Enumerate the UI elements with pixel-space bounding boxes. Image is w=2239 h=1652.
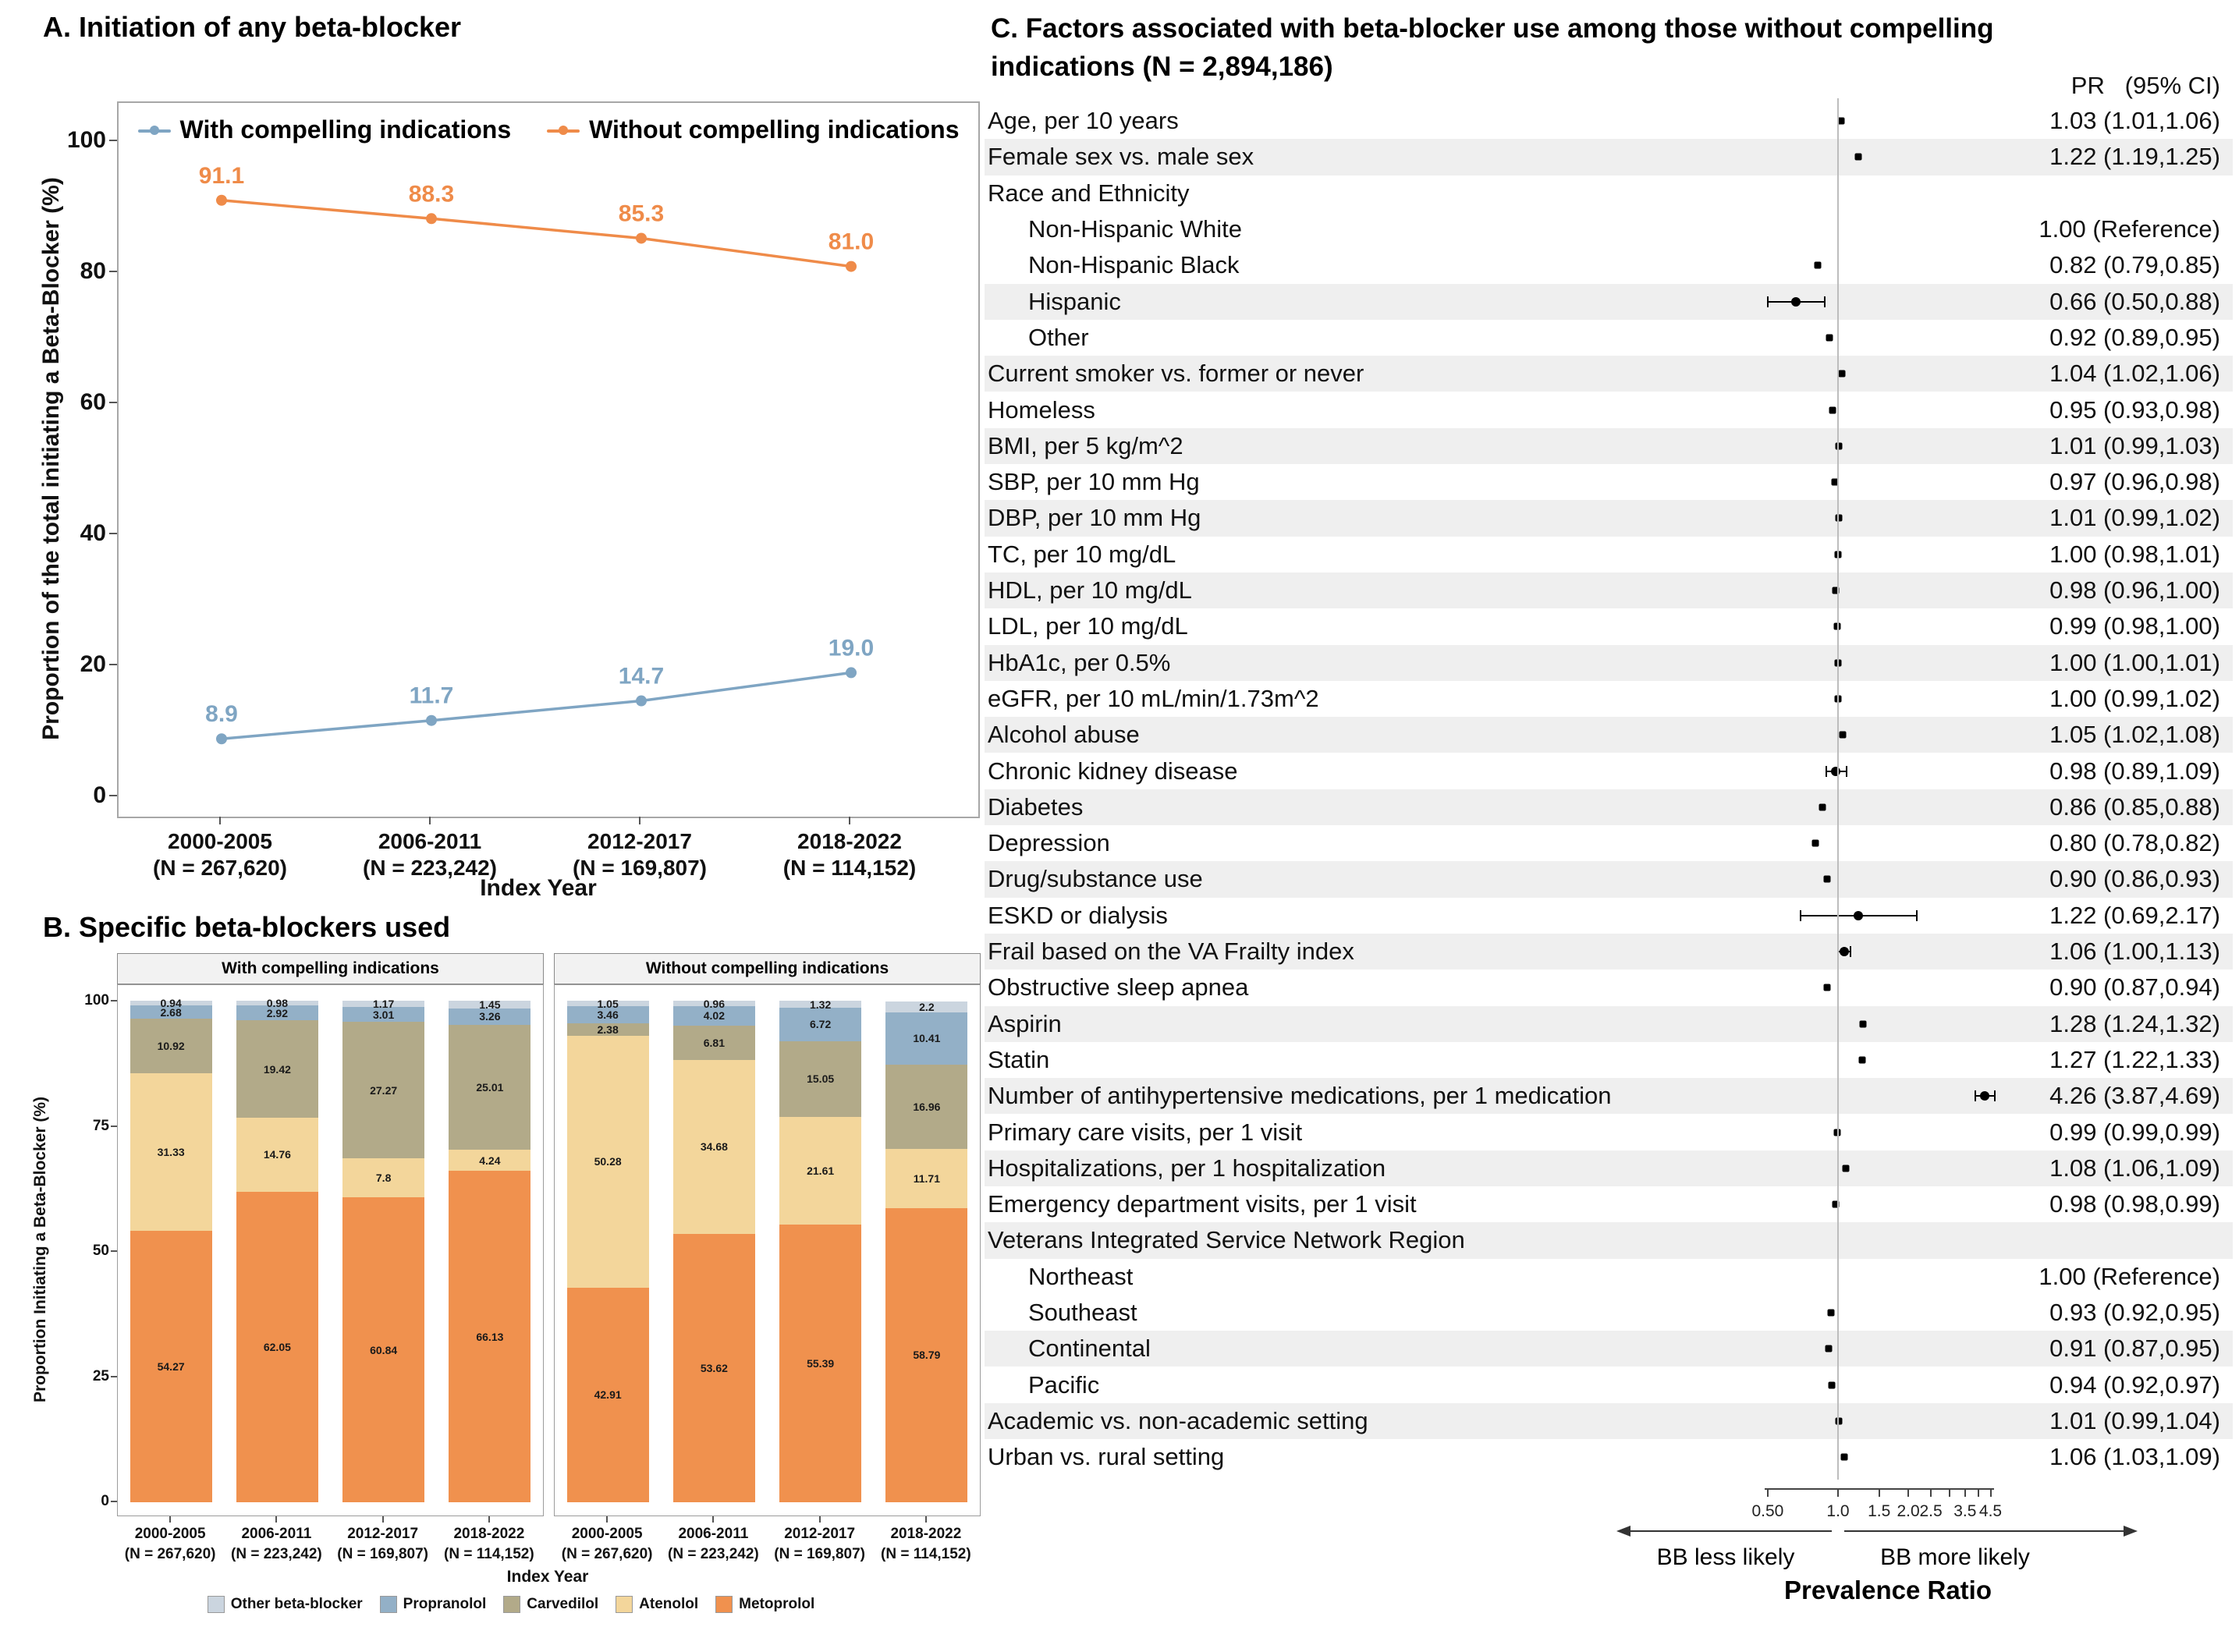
data-point-label: 14.7 xyxy=(618,663,665,690)
panel-b-legend-item xyxy=(715,1596,814,1613)
panel-a-x-tick xyxy=(639,817,640,824)
panel-a-y-tick xyxy=(109,402,117,403)
bar-segment-value: 19.42 xyxy=(263,1062,291,1076)
panel-b-x-tick xyxy=(275,1516,277,1523)
forest-row-label: Hispanic xyxy=(1028,287,1121,315)
panel-b-y-tick xyxy=(111,1126,117,1127)
forest-row-label: BMI, per 5 kg/m^2 xyxy=(988,431,1183,459)
panel-c-title-line1: C. Factors associated with beta-blocker use among those without compelling xyxy=(991,13,1994,44)
data-point xyxy=(216,733,227,744)
bar-segment-value: 10.92 xyxy=(157,1040,185,1053)
panel-c-column-header: PR (95% CI) xyxy=(2070,72,2220,99)
forest-row-estimate-text: 1.22 (1.19,1.25) xyxy=(2049,143,2220,171)
bar-segment-value: 58.79 xyxy=(913,1349,941,1362)
panel-b-x-tick-label: 2018-2022 xyxy=(453,1526,525,1542)
forest-row-band xyxy=(985,645,2233,681)
legend-swatch-metoprolol xyxy=(715,1596,733,1613)
series-line-without-compelling xyxy=(222,200,851,267)
forest-row-estimate-text: 1.04 (1.02,1.06) xyxy=(2049,360,2220,388)
panel-b-facet-plot xyxy=(117,984,544,1516)
forest-point-estimate xyxy=(1840,947,1849,956)
panel-b-x-tick-sublabel: (N = 223,242) xyxy=(231,1546,322,1562)
forest-row-label: Female sex vs. male sex xyxy=(988,143,1254,171)
forest-row-label: Southeast xyxy=(1028,1299,1137,1327)
bar-segment-value: 14.76 xyxy=(263,1148,291,1161)
forest-row-estimate-text: 1.00 (1.00,1.01) xyxy=(2049,648,2220,676)
forest-point-estimate xyxy=(1826,334,1833,341)
forest-row-estimate-text: 1.27 (1.22,1.33) xyxy=(2049,1045,2220,1073)
panel-b-x-tick xyxy=(819,1516,821,1523)
panel-a-x-tick-label: 2006-2011 xyxy=(378,829,482,853)
forest-point-estimate xyxy=(1819,803,1826,810)
forest-axis-tick xyxy=(1930,1490,1932,1497)
forest-ci-cap-left xyxy=(1800,910,1801,921)
forest-axis-tick xyxy=(1767,1490,1769,1497)
panel-b-y-tick-label: 25 xyxy=(92,1367,109,1384)
panel-a-y-tick-label: 40 xyxy=(80,520,106,546)
forest-row-estimate-text: 1.00 (Reference) xyxy=(2039,1262,2220,1290)
panel-b-x-tick-sublabel: (N = 114,152) xyxy=(881,1546,971,1562)
panel-a-x-tick xyxy=(219,817,221,824)
forest-row-estimate-text: 1.22 (0.69,2.17) xyxy=(2049,901,2220,929)
forest-row-estimate-text: 1.03 (1.01,1.06) xyxy=(2049,107,2220,135)
bar-segment-value: 42.91 xyxy=(594,1388,622,1402)
forest-point-estimate xyxy=(1854,154,1861,161)
forest-row-label: Diabetes xyxy=(988,792,1084,821)
data-point-label: 88.3 xyxy=(408,181,455,207)
forest-row-label: Frail based on the VA Frailty index xyxy=(988,938,1354,966)
panel-a-title: A. Initiation of any beta-blocker xyxy=(43,11,462,43)
bar-segment-value: 7.8 xyxy=(375,1172,392,1185)
panel-b-x-tick-sublabel: (N = 267,620) xyxy=(561,1546,653,1562)
forest-point-estimate xyxy=(1831,767,1840,776)
forest-row-label: Non-Hispanic White xyxy=(1028,215,1242,243)
forest-axis-title: Prevalence Ratio xyxy=(1784,1576,1992,1604)
panel-a-x-tick-label: 2012-2017 xyxy=(587,829,692,853)
panel-a-x-tick-sublabel: (N = 169,807) xyxy=(573,856,707,880)
forest-row-label: Emergency department visits, per 1 visit xyxy=(988,1190,1417,1218)
forest-axis-tick-label: 1.5 xyxy=(1868,1502,1891,1520)
forest-row-label: Non-Hispanic Black xyxy=(1028,251,1240,279)
forest-axis-tick-label: 1.0 xyxy=(1826,1502,1850,1520)
forest-row-label: Depression xyxy=(988,829,1110,857)
forest-row-label: HDL, per 10 mg/dL xyxy=(988,576,1192,604)
panel-a-legend-label: With compelling indications xyxy=(179,115,512,144)
forest-point-estimate xyxy=(1791,297,1801,307)
data-point xyxy=(636,232,647,243)
panel-b-legend-label: Carvedilol xyxy=(527,1596,599,1612)
panel-a-x-axis-title: Index Year xyxy=(480,875,597,901)
forest-row-estimate-text: 1.28 (1.24,1.32) xyxy=(2049,1009,2220,1037)
panel-b-legend-label: Atenolol xyxy=(639,1596,699,1612)
forest-row-estimate-text: 0.90 (0.86,0.93) xyxy=(2049,865,2220,893)
bar-segment-value: 2.38 xyxy=(597,1023,619,1037)
forest-axis-tick-label: 3.5 xyxy=(1953,1502,1977,1520)
forest-row-estimate-text: 0.98 (0.96,1.00) xyxy=(2049,576,2220,604)
bar-segment-value: 15.05 xyxy=(807,1072,835,1086)
panel-a-y-tick xyxy=(109,533,117,534)
panel-b-x-tick-sublabel: (N = 169,807) xyxy=(774,1546,865,1562)
forest-row-label: Pacific xyxy=(1028,1370,1100,1399)
panel-b-facet-plot xyxy=(554,984,981,1516)
legend-swatch-carvedilol xyxy=(503,1596,520,1613)
panel-b-y-tick-label: 75 xyxy=(92,1117,109,1134)
panel-a-y-tick xyxy=(109,664,117,665)
bar-segment-value: 10.41 xyxy=(913,1032,941,1045)
bar-segment-value: 21.61 xyxy=(807,1165,835,1178)
panel-a-x-tick-label: 2018-2022 xyxy=(797,829,902,853)
forest-axis-tick xyxy=(1978,1490,1979,1497)
forest-row-estimate-text: 1.00 (0.99,1.02) xyxy=(2049,684,2220,712)
panel-b-legend-label: Other beta-blocker xyxy=(230,1596,363,1612)
panel-b-facet-strip: With compelling indications xyxy=(117,953,544,984)
bar-segment-value: 3.46 xyxy=(597,1009,619,1022)
bar-segment-value: 1.05 xyxy=(597,997,619,1010)
forest-row-estimate-text: 0.99 (0.99,0.99) xyxy=(2049,1118,2220,1146)
bar-segment-value: 55.39 xyxy=(807,1357,835,1370)
forest-left-annotation: BB less likely xyxy=(1656,1544,1795,1570)
forest-row-estimate-text: 0.80 (0.78,0.82) xyxy=(2049,829,2220,857)
forest-point-estimate xyxy=(1827,1310,1834,1317)
bar-segment-value: 2.68 xyxy=(160,1005,182,1019)
bar-segment-value: 4.02 xyxy=(703,1009,725,1023)
data-point-label: 11.7 xyxy=(409,682,454,709)
forest-row-label: Continental xyxy=(1028,1335,1151,1363)
data-point-label: 81.0 xyxy=(828,229,875,255)
forest-ci-cap-right xyxy=(1850,946,1851,957)
forest-row-label: Aspirin xyxy=(988,1009,1062,1037)
forest-row-label: DBP, per 10 mm Hg xyxy=(988,504,1201,532)
panel-a-x-tick xyxy=(849,817,850,824)
forest-axis-tick xyxy=(1837,1490,1839,1497)
forest-row-estimate-text: 1.06 (1.03,1.09) xyxy=(2049,1443,2220,1471)
panel-b-x-tick xyxy=(606,1516,608,1523)
forest-row-label: Other xyxy=(1028,323,1089,351)
forest-row-estimate-text: 1.01 (0.99,1.02) xyxy=(2049,504,2220,532)
panel-b-y-tick-label: 0 xyxy=(101,1493,109,1509)
forest-row-label: LDL, per 10 mg/dL xyxy=(988,612,1188,640)
data-point xyxy=(216,195,227,206)
panel-a-plot-area xyxy=(117,101,980,818)
forest-row-label: ESKD or dialysis xyxy=(988,901,1168,929)
forest-point-estimate xyxy=(1840,1454,1847,1461)
forest-row-estimate-text: 0.82 (0.79,0.85) xyxy=(2049,251,2220,279)
panel-a xyxy=(0,0,1022,901)
bar-segment-value: 60.84 xyxy=(370,1343,398,1356)
panel-b-x-tick-sublabel: (N = 169,807) xyxy=(337,1546,428,1562)
forest-direction-arrows xyxy=(1609,1523,2155,1540)
bar-segment-value: 0.96 xyxy=(703,997,725,1010)
panel-b-title: B. Specific beta-blockers used xyxy=(43,911,451,943)
data-point xyxy=(636,696,647,707)
panel-a-y-tick-label: 100 xyxy=(66,127,106,153)
forest-point-estimate xyxy=(1980,1091,1989,1101)
forest-row-label: Age, per 10 years xyxy=(988,107,1179,135)
panel-b-y-tick xyxy=(111,1000,117,1001)
panel-b-x-axis-title: Index Year xyxy=(506,1568,589,1586)
panel-b-x-tick-label: 2006-2011 xyxy=(678,1526,749,1542)
panel-b-legend xyxy=(0,1596,1022,1613)
forest-row-label: Statin xyxy=(988,1045,1050,1073)
forest-row-estimate-text: 0.86 (0.85,0.88) xyxy=(2049,792,2220,821)
bar-segment-value: 4.24 xyxy=(479,1154,501,1167)
forest-row-estimate-text: 1.01 (0.99,1.04) xyxy=(2049,1406,2220,1434)
forest-axis-tick xyxy=(1990,1490,1992,1497)
panel-a-y-axis-title: Proportion of the total initiating a Beta-Blocker (%) xyxy=(38,177,64,740)
bar-segment-value: 1.32 xyxy=(810,998,832,1011)
bar-segment-value: 0.94 xyxy=(160,997,182,1010)
panel-a-y-tick xyxy=(109,271,117,272)
forest-axis-tick-label: 2.0 xyxy=(1897,1502,1920,1520)
forest-row-label: TC, per 10 mg/dL xyxy=(988,540,1176,568)
bar-segment-value: 1.17 xyxy=(373,998,395,1011)
forest-axis-tick xyxy=(1949,1490,1950,1497)
forest-point-estimate xyxy=(1840,732,1847,739)
forest-row-band xyxy=(985,717,2233,753)
panel-a-x-tick-sublabel: (N = 267,620) xyxy=(153,856,287,880)
panel-a-x-tick-label: 2000-2005 xyxy=(168,829,272,853)
panel-a-y-tick-label: 80 xyxy=(80,258,106,284)
forest-row-estimate-text: 1.00 (Reference) xyxy=(2039,215,2220,243)
forest-row-label: eGFR, per 10 mL/min/1.73m^2 xyxy=(988,684,1319,712)
panel-b-legend-label: Metoprolol xyxy=(739,1596,815,1612)
panel-b-x-tick xyxy=(382,1516,384,1523)
panel-b-legend-item xyxy=(616,1596,698,1613)
forest-row-label: Drug/substance use xyxy=(988,865,1203,893)
forest-row-estimate-text: 0.94 (0.92,0.97) xyxy=(2049,1370,2220,1399)
forest-row-estimate-text: 0.98 (0.98,0.99) xyxy=(2049,1190,2220,1218)
forest-axis-tick-label: 0.50 xyxy=(1751,1502,1784,1520)
data-point-label: 85.3 xyxy=(618,200,665,227)
data-point-label: 8.9 xyxy=(205,701,238,728)
panel-a-y-tick-label: 20 xyxy=(80,651,106,677)
forest-row-estimate-text: 4.26 (3.87,4.69) xyxy=(2049,1082,2220,1110)
forest-ci-cap-right xyxy=(1994,1090,1996,1101)
forest-point-estimate xyxy=(1843,1165,1850,1172)
forest-row-label: Chronic kidney disease xyxy=(988,757,1238,785)
forest-ci-cap-right xyxy=(1916,910,1918,921)
forest-row-estimate-text: 0.92 (0.89,0.95) xyxy=(2049,323,2220,351)
forest-row-label: Veterans Integrated Service Network Region xyxy=(988,1226,1465,1254)
forest-row-label: Primary care visits, per 1 visit xyxy=(988,1118,1303,1146)
forest-point-estimate xyxy=(1815,262,1822,269)
data-point-label: 19.0 xyxy=(828,635,875,661)
panel-a-legend-label: Without compelling indications xyxy=(589,115,960,144)
forest-row-label: Alcohol abuse xyxy=(988,721,1140,749)
panel-b-x-tick xyxy=(925,1516,927,1523)
forest-point-estimate xyxy=(1824,876,1831,883)
panel-b-y-tick-label: 100 xyxy=(84,992,109,1009)
forest-row-label: Urban vs. rural setting xyxy=(988,1443,1225,1471)
legend-swatch-other-beta-blocker xyxy=(208,1596,225,1613)
bar-segment-value: 50.28 xyxy=(594,1155,622,1168)
forest-point-estimate xyxy=(1825,1345,1832,1352)
forest-row-label: Obstructive sleep apnea xyxy=(988,973,1249,1001)
forest-point-estimate xyxy=(1828,1381,1835,1388)
data-point xyxy=(846,261,857,272)
forest-row-label: Number of antihypertensive medications, per 1 medication xyxy=(988,1082,1612,1110)
bar-segment-value: 2.2 xyxy=(919,1000,935,1013)
data-point-label: 91.1 xyxy=(198,162,245,189)
panel-c xyxy=(985,0,2233,1652)
arrow-right-head-icon xyxy=(2124,1526,2138,1537)
panel-a-x-tick-sublabel: (N = 223,242) xyxy=(363,856,497,880)
panel-b-x-tick-label: 2000-2005 xyxy=(134,1526,206,1542)
panel-b-y-tick xyxy=(111,1501,117,1502)
bar-segment-value: 16.96 xyxy=(913,1100,941,1113)
forest-row-estimate-text: 1.01 (0.99,1.03) xyxy=(2049,431,2220,459)
forest-ci-cap-left xyxy=(1826,766,1827,777)
data-point xyxy=(426,715,437,726)
bar-segment-value: 34.68 xyxy=(700,1140,728,1154)
panel-b-x-tick-label: 2018-2022 xyxy=(890,1526,962,1542)
panel-a-y-tick-label: 60 xyxy=(80,389,106,415)
forest-axis-tick-label: 2.5 xyxy=(1919,1502,1943,1520)
bar-segment-value: 6.81 xyxy=(703,1037,725,1050)
forest-reference-line xyxy=(1837,98,1839,1480)
panel-b-facet-strip: Without compelling indications xyxy=(554,953,981,984)
bar-segment-value: 1.45 xyxy=(479,998,501,1012)
panel-b-legend-item xyxy=(380,1596,487,1613)
forest-right-annotation: BB more likely xyxy=(1880,1544,2030,1570)
forest-row-estimate-text: 0.98 (0.89,1.09) xyxy=(2049,757,2220,785)
panel-b-x-tick-sublabel: (N = 223,242) xyxy=(668,1546,759,1562)
panel-b-legend-item xyxy=(208,1596,363,1613)
panel-b-x-tick xyxy=(712,1516,714,1523)
forest-row-estimate-text: 1.08 (1.06,1.09) xyxy=(2049,1154,2220,1182)
panel-a-y-tick xyxy=(109,795,117,796)
panel-b-legend-label: Propranolol xyxy=(403,1596,487,1612)
panel-b-x-tick xyxy=(488,1516,490,1523)
panel-a-line-chart xyxy=(119,103,978,817)
legend-swatch-atenolol xyxy=(616,1596,633,1613)
panel-b-x-tick-label: 2006-2011 xyxy=(241,1526,312,1542)
forest-ci-cap-right xyxy=(1824,296,1826,307)
panel-b-x-tick-label: 2000-2005 xyxy=(571,1526,643,1542)
forest-row-estimate-text: 0.95 (0.93,0.98) xyxy=(2049,395,2220,424)
panel-a-y-tick xyxy=(109,140,117,141)
panel-b-x-tick-label: 2012-2017 xyxy=(347,1526,419,1542)
forest-row-band xyxy=(985,1331,2233,1367)
data-point xyxy=(846,667,857,678)
panel-b-y-tick-label: 50 xyxy=(92,1243,109,1259)
bar-segment-value: 6.72 xyxy=(810,1018,832,1031)
bar-segment-value: 54.27 xyxy=(157,1360,185,1373)
forest-point-estimate xyxy=(1860,1020,1867,1027)
forest-row-band xyxy=(985,284,2233,320)
panel-b-x-tick-sublabel: (N = 114,152) xyxy=(444,1546,534,1562)
bar-segment-value: 27.27 xyxy=(370,1083,398,1097)
forest-point-estimate xyxy=(1829,406,1836,413)
bar-segment-value: 3.26 xyxy=(479,1010,501,1023)
forest-axis-tick xyxy=(1907,1490,1909,1497)
forest-row-estimate-text: 0.90 (0.87,0.94) xyxy=(2049,973,2220,1001)
panel-b-x-tick-sublabel: (N = 267,620) xyxy=(124,1546,216,1562)
forest-row-estimate-text: 0.93 (0.92,0.95) xyxy=(2049,1299,2220,1327)
legend-swatch-propranolol xyxy=(380,1596,397,1613)
bar-segment-value: 53.62 xyxy=(700,1361,728,1374)
data-point xyxy=(426,213,437,224)
forest-row-label: Hospitalizations, per 1 hospitalization xyxy=(988,1154,1386,1182)
panel-c-title-line2: indications (N = 2,894,186) xyxy=(991,51,1333,82)
forest-row-estimate-text: 0.66 (0.50,0.88) xyxy=(2049,287,2220,315)
forest-axis-tick-label: 4.5 xyxy=(1978,1502,2003,1520)
bar-segment-value: 11.71 xyxy=(913,1172,941,1185)
series-line-with-compelling xyxy=(222,672,851,739)
forest-axis-tick xyxy=(1879,1490,1880,1497)
forest-row-estimate-text: 1.00 (0.98,1.01) xyxy=(2049,540,2220,568)
forest-point-estimate xyxy=(1824,984,1831,991)
bar-segment-value: 66.13 xyxy=(476,1330,504,1343)
panel-b-y-axis-title: Proportion Initiating a Beta-Blocker (%) xyxy=(31,1096,49,1403)
bar-segment-value: 25.01 xyxy=(476,1080,504,1094)
bar-segment-value: 3.01 xyxy=(373,1008,395,1021)
forest-point-estimate xyxy=(1811,840,1819,847)
panel-b-x-tick xyxy=(169,1516,171,1523)
forest-ci-cap-left xyxy=(1975,1090,1976,1101)
forest-point-estimate xyxy=(1859,1056,1866,1063)
panel-b xyxy=(0,897,1022,1652)
forest-row-estimate-text: 0.99 (0.98,1.00) xyxy=(2049,612,2220,640)
forest-ci-cap-left xyxy=(1767,296,1769,307)
forest-row-label: SBP, per 10 mm Hg xyxy=(988,468,1200,496)
forest-row-estimate-text: 1.06 (1.00,1.13) xyxy=(2049,938,2220,966)
forest-point-estimate xyxy=(1854,911,1863,920)
panel-b-x-tick-label: 2012-2017 xyxy=(784,1526,856,1542)
forest-row-estimate-text: 0.91 (0.87,0.95) xyxy=(2049,1335,2220,1363)
arrow-left-head-icon xyxy=(1616,1526,1630,1537)
panel-a-x-tick-sublabel: (N = 114,152) xyxy=(782,856,917,880)
panel-b-y-tick xyxy=(111,1250,117,1252)
forest-row-label: Homeless xyxy=(988,395,1095,424)
forest-row-estimate-text: 0.97 (0.96,0.98) xyxy=(2049,468,2220,496)
panel-a-y-tick-label: 0 xyxy=(93,782,106,808)
forest-row-estimate-text: 1.05 (1.02,1.08) xyxy=(2049,721,2220,749)
forest-row-label: Northeast xyxy=(1028,1262,1134,1290)
panel-b-y-tick xyxy=(111,1376,117,1377)
forest-row-label: HbA1c, per 0.5% xyxy=(988,648,1171,676)
panel-b-legend-item xyxy=(503,1596,598,1613)
forest-ci-cap-right xyxy=(1846,766,1847,777)
forest-row-band xyxy=(985,1006,2233,1042)
bar-segment-value: 31.33 xyxy=(157,1146,185,1159)
forest-row-label: Current smoker vs. former or never xyxy=(988,360,1364,388)
forest-row-label: Academic vs. non-academic setting xyxy=(988,1406,1368,1434)
bar-segment-value: 0.98 xyxy=(266,997,288,1010)
forest-axis-tick xyxy=(1964,1490,1966,1497)
bar-segment-value: 2.92 xyxy=(266,1006,288,1019)
forest-row-band xyxy=(985,789,2233,825)
forest-point-estimate xyxy=(1839,370,1846,378)
forest-row-label: Race and Ethnicity xyxy=(988,179,1190,207)
bar-segment-value: 62.05 xyxy=(263,1340,291,1353)
panel-a-x-tick xyxy=(429,817,431,824)
